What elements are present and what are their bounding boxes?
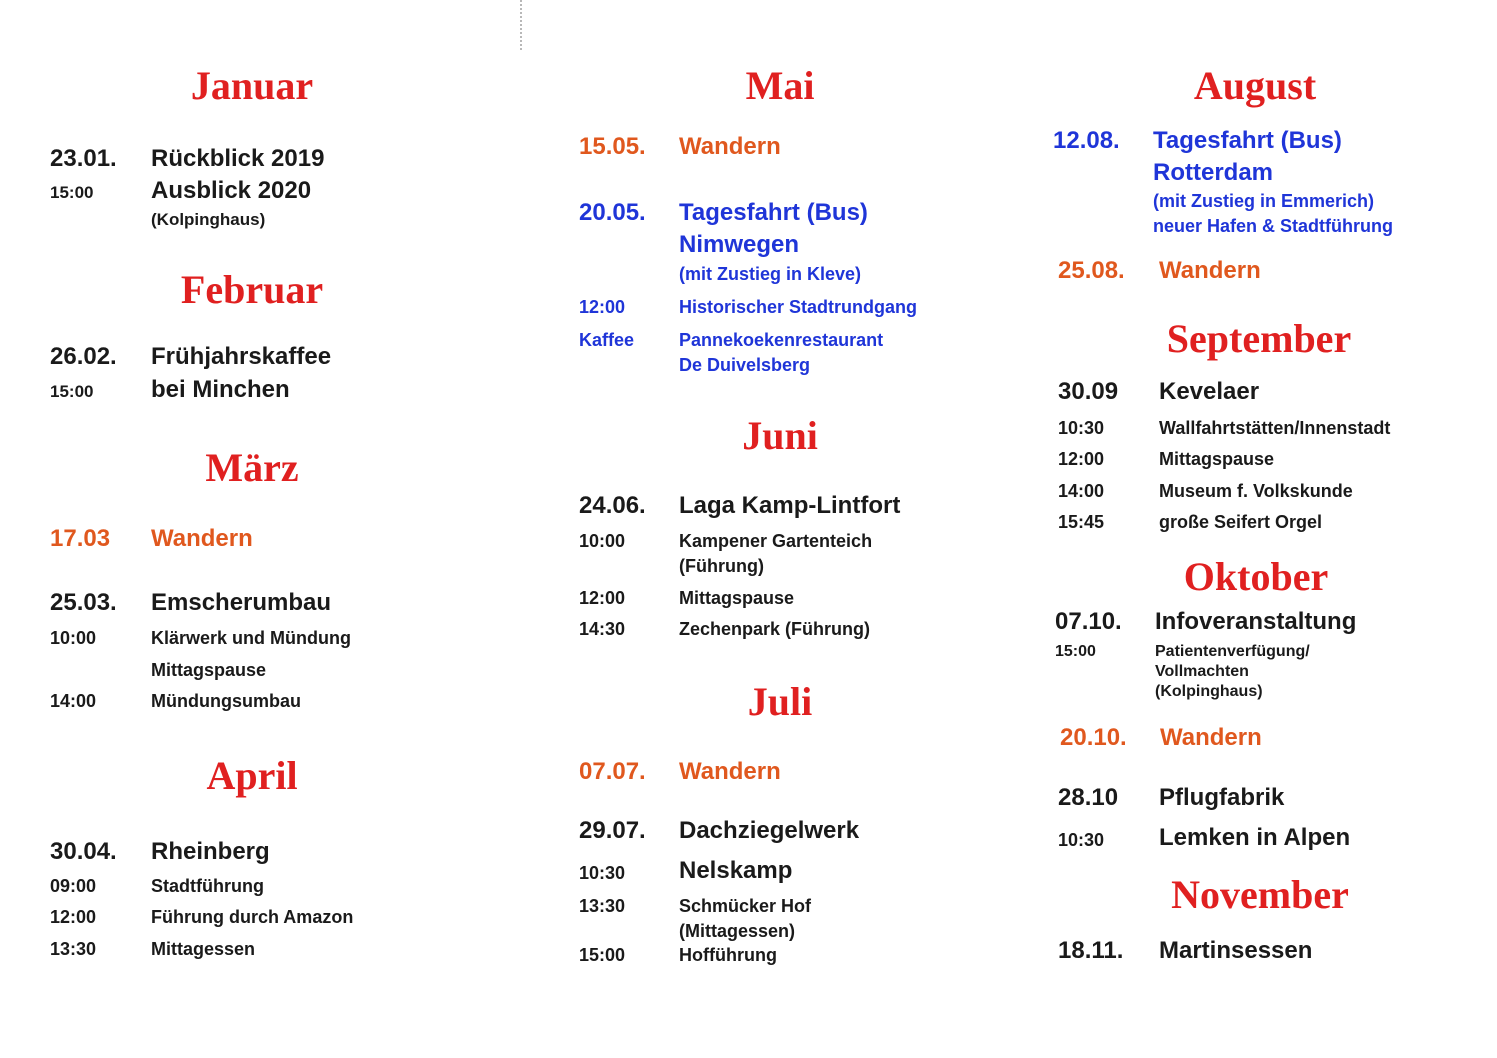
walk-title: Wandern	[1160, 724, 1262, 751]
event-time: 15:00	[579, 945, 626, 965]
event-title-line2: Lemken in Alpen	[1159, 824, 1351, 851]
trip-detail: Historischer Stadtrundgang	[679, 297, 918, 317]
event-title: Emscherumbau	[151, 589, 332, 616]
month-title-januar: Januar	[190, 63, 314, 108]
month-title-november: November	[1171, 872, 1349, 917]
event-time: 14:00	[1058, 481, 1105, 501]
trip-time: 12:00	[579, 297, 626, 317]
event-detail: große Seifert Orgel	[1159, 512, 1323, 532]
event-detail: Nelskamp	[679, 857, 793, 884]
event-title: Rückblick 2019	[151, 145, 325, 172]
event-date: 25.03.	[50, 589, 117, 616]
event-detail: (Führung)	[679, 556, 764, 576]
event-detail: Mittagessen	[151, 939, 256, 959]
event-time: 10:30	[579, 863, 626, 883]
trip-detail: De Duivelsberg	[679, 355, 811, 375]
event-time: 13:30	[50, 939, 97, 959]
event-title: Rheinberg	[151, 838, 270, 865]
month-title-februar: Februar	[180, 267, 324, 312]
trip-date: 20.05.	[579, 199, 646, 226]
event-time: 14:00	[50, 691, 97, 711]
trip-time: Kaffee	[579, 330, 635, 350]
event-detail: Vollmachten	[1155, 663, 1249, 680]
month-title-april: April	[206, 753, 298, 798]
event-date: 28.10	[1058, 784, 1119, 811]
event-time: 14:30	[579, 619, 626, 639]
month-title-juli: Juli	[747, 679, 813, 724]
event-time: 10:00	[579, 531, 626, 551]
trip-detail: Pannekoekenrestaurant	[679, 330, 884, 350]
event-time: 10:30	[1058, 418, 1105, 438]
event-title: Martinsessen	[1159, 937, 1313, 964]
event-time: 12:00	[1058, 449, 1105, 469]
event-detail: (Mittagessen)	[679, 921, 796, 941]
event-title: Infoveranstaltung	[1155, 608, 1357, 635]
event-date: 30.04.	[50, 838, 117, 865]
event-title: Pflugfabrik	[1159, 784, 1285, 811]
walk-title: Wandern	[1159, 257, 1261, 284]
event-title: Kevelaer	[1159, 378, 1260, 405]
event-detail: Mittagspause	[151, 660, 267, 680]
event-title-line2: bei Minchen	[151, 376, 290, 403]
event-detail: Hofführung	[679, 945, 777, 965]
event-detail: Klärwerk und Mündung	[151, 628, 351, 648]
event-detail: Schmücker Hof	[679, 896, 812, 916]
event-detail: Stadtführung	[151, 876, 264, 896]
event-date: 23.01.	[50, 145, 117, 172]
event-time: 15:00	[50, 183, 94, 202]
event-title: Frühjahrskaffee	[151, 343, 332, 370]
event-time: 10:30	[1058, 830, 1105, 850]
event-location: (Kolpinghaus)	[1155, 683, 1263, 700]
event-time: 15:00	[50, 382, 94, 401]
walk-date: 15.05.	[579, 133, 646, 160]
walk-title: Wandern	[679, 133, 781, 160]
event-detail: Kampener Gartenteich	[679, 531, 873, 551]
month-title-mai: Mai	[745, 63, 815, 108]
event-location: (Kolpinghaus)	[151, 210, 266, 229]
trip-destination: Rotterdam	[1153, 159, 1274, 186]
trip-note: (mit Zustieg in Emmerich)	[1153, 191, 1375, 211]
walk-date: 25.08.	[1058, 257, 1125, 284]
event-time: 15:00	[1055, 643, 1096, 660]
fold-marker	[520, 0, 522, 50]
event-time: 13:30	[579, 896, 626, 916]
month-title-august: August	[1193, 63, 1317, 108]
walk-date: 07.07.	[579, 758, 646, 785]
event-time: 09:00	[50, 876, 97, 896]
month-title-maerz: März	[205, 445, 299, 490]
trip-destination: Nimwegen	[679, 231, 800, 258]
event-title: Dachziegelwerk	[679, 817, 860, 844]
event-time: 12:00	[50, 907, 97, 927]
event-detail: Zechenpark (Führung)	[679, 619, 871, 639]
event-date: 18.11.	[1058, 937, 1124, 964]
trip-detail: neuer Hafen & Stadtführung	[1153, 216, 1394, 236]
trip-note: (mit Zustieg in Kleve)	[679, 264, 862, 284]
event-title-line2: Ausblick 2020	[151, 177, 312, 204]
trip-title: Tagesfahrt (Bus)	[1153, 127, 1342, 154]
trip-date: 12.08.	[1053, 127, 1120, 154]
event-detail: Mittagspause	[1159, 449, 1275, 469]
event-time: 10:00	[50, 628, 97, 648]
event-date: 26.02.	[50, 343, 117, 370]
event-detail: Führung durch Amazon	[151, 907, 354, 927]
month-title-september: September	[1166, 316, 1352, 361]
event-detail: Patientenverfügung/	[1155, 643, 1310, 660]
event-detail: Museum f. Volkskunde	[1159, 481, 1353, 501]
event-date: 30.09	[1058, 378, 1119, 405]
event-detail: Mittagspause	[679, 588, 795, 608]
event-detail: Mündungsumbau	[151, 691, 301, 711]
event-date: 24.06.	[579, 492, 646, 519]
event-detail: Wallfahrtstätten/Innenstadt	[1159, 418, 1391, 438]
month-title-oktober: Oktober	[1183, 554, 1329, 599]
event-time: 15:45	[1058, 512, 1105, 532]
walk-date: 17.03	[50, 525, 111, 552]
walk-title: Wandern	[151, 525, 253, 552]
event-date: 07.10.	[1055, 608, 1122, 635]
month-title-juni: Juni	[742, 413, 818, 458]
event-time: 12:00	[579, 588, 626, 608]
walk-title: Wandern	[679, 758, 781, 785]
walk-date: 20.10.	[1060, 724, 1127, 751]
event-date: 29.07.	[579, 817, 646, 844]
event-title: Laga Kamp-Lintfort	[679, 492, 901, 519]
trip-title: Tagesfahrt (Bus)	[679, 199, 868, 226]
